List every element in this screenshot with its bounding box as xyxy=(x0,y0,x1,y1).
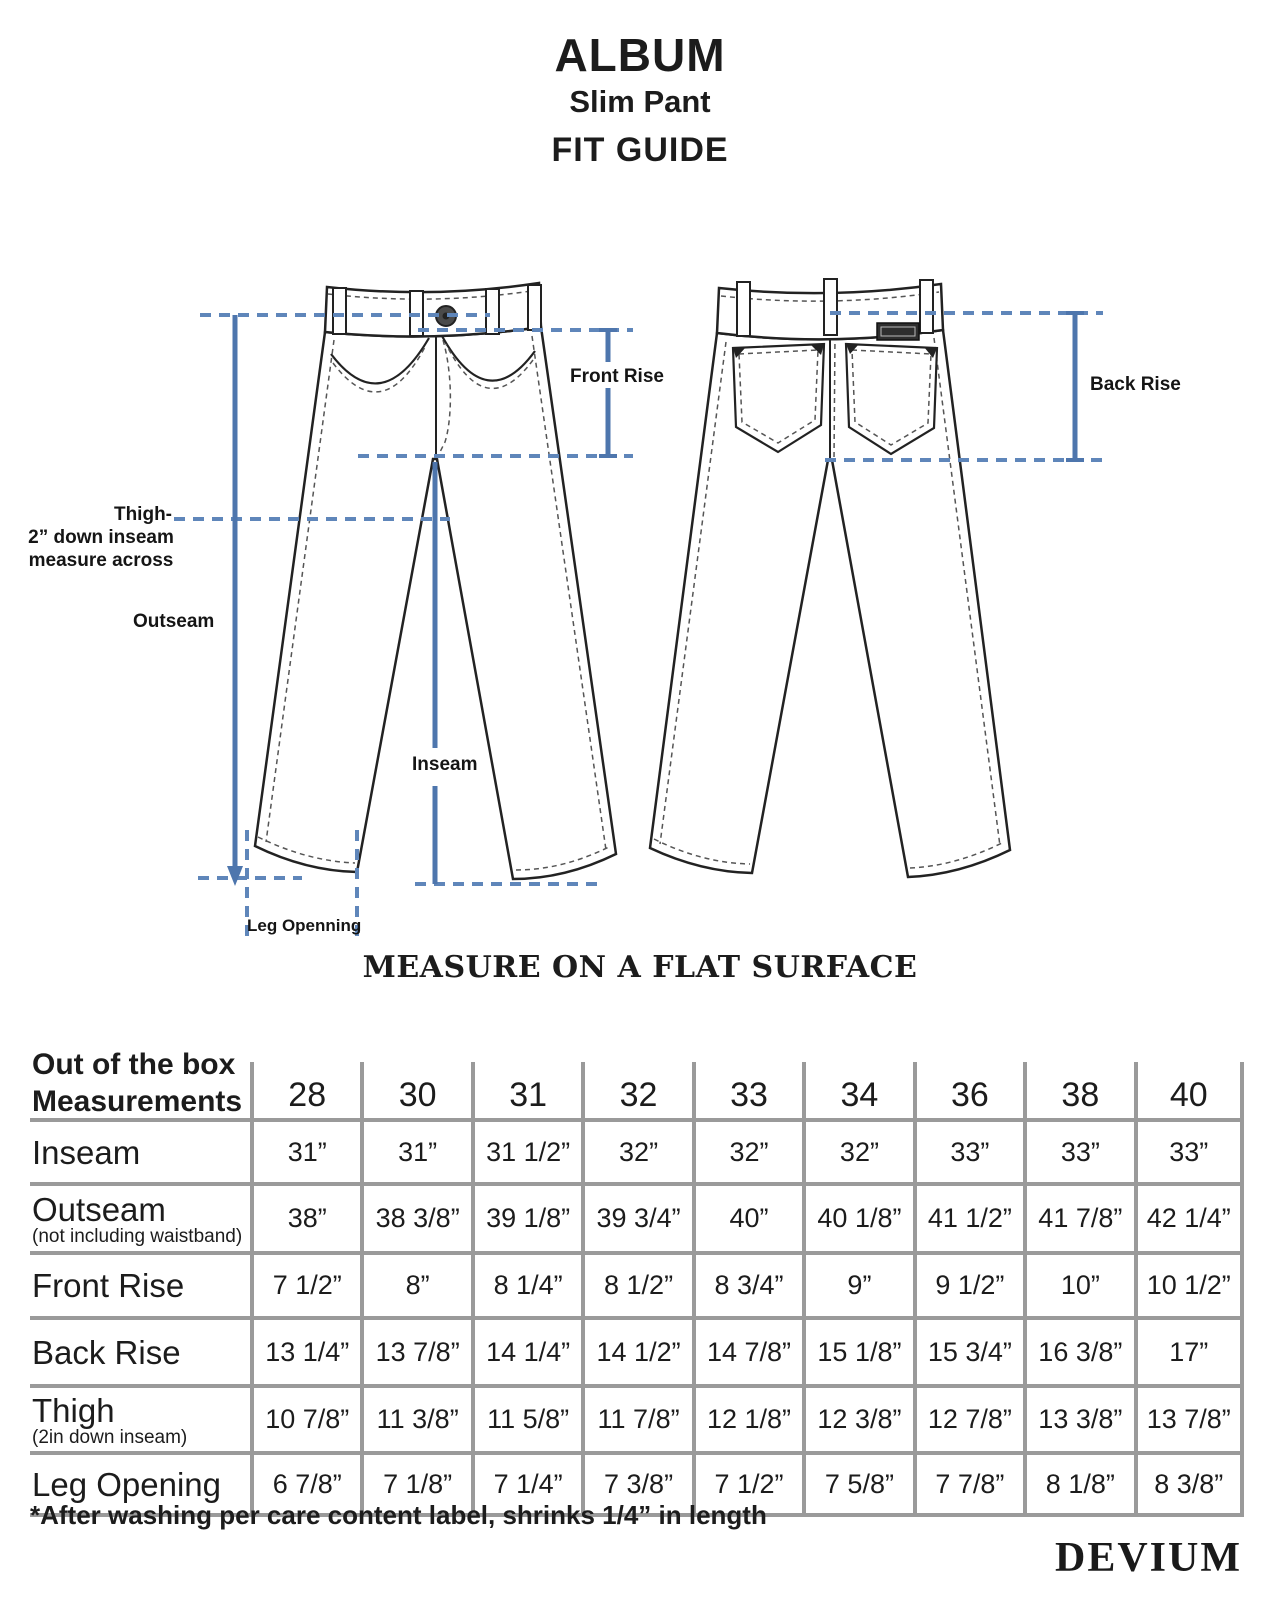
thigh-label-line3: measure across xyxy=(28,550,174,571)
table-cell: 7 3/8” xyxy=(581,1455,691,1513)
table-cell: 11 3/8” xyxy=(360,1388,470,1451)
pants-fit-diagram xyxy=(0,230,1280,952)
row-label: Outseam xyxy=(32,1190,166,1228)
table-cell: 11 7/8” xyxy=(581,1388,691,1451)
table-cell: 14 1/4” xyxy=(471,1320,581,1384)
size-header: 36 xyxy=(913,1062,1023,1118)
table-cell: 8 1/4” xyxy=(471,1255,581,1316)
thigh-annotation xyxy=(28,503,174,572)
table-cell: 40” xyxy=(692,1186,802,1251)
table-row-thigh xyxy=(30,1388,1244,1455)
corner-line2: Measurements xyxy=(32,1085,243,1118)
table-cell: 8 3/4” xyxy=(692,1255,802,1316)
table-cell: 31” xyxy=(250,1122,360,1182)
table-row-outseam xyxy=(30,1186,1244,1255)
table-cell: 7 1/8” xyxy=(360,1455,470,1513)
size-header: 34 xyxy=(802,1062,912,1118)
table-cell: 16 3/8” xyxy=(1023,1320,1133,1384)
table-cell: 10” xyxy=(1023,1255,1133,1316)
table-cell: 7 1/2” xyxy=(692,1455,802,1513)
size-header: 38 xyxy=(1023,1062,1133,1118)
table-cell: 13 1/4” xyxy=(250,1320,360,1384)
table-cell: 39 1/8” xyxy=(471,1186,581,1251)
table-cell: 8 3/8” xyxy=(1134,1455,1244,1513)
size-header: 31 xyxy=(471,1062,581,1118)
brand-patch xyxy=(877,323,919,340)
table-cell: 7 1/4” xyxy=(471,1455,581,1513)
size-header: 40 xyxy=(1134,1062,1244,1118)
table-cell: 12 3/8” xyxy=(802,1388,912,1451)
table-cell: 7 7/8” xyxy=(913,1455,1023,1513)
table-cell: 9” xyxy=(802,1255,912,1316)
table-cell: 41 1/2” xyxy=(913,1186,1023,1251)
row-label: Inseam xyxy=(32,1133,141,1171)
table-cell: 13 7/8” xyxy=(1134,1388,1244,1451)
size-header: 32 xyxy=(581,1062,691,1118)
back-rise-annotation: Back Rise xyxy=(1090,374,1181,395)
table-cell: 40 1/8” xyxy=(802,1186,912,1251)
measure-instruction: MEASURE ON A FLAT SURFACE xyxy=(362,950,918,985)
product-name: Slim Pant xyxy=(569,84,711,119)
table-cell: 6 7/8” xyxy=(250,1455,360,1513)
row-label: Front Rise xyxy=(32,1267,185,1304)
table-cell: 12 7/8” xyxy=(913,1388,1023,1451)
size-header: 28 xyxy=(250,1062,360,1118)
inseam-annotation: Inseam xyxy=(412,754,478,775)
page-title: ALBUM xyxy=(554,29,726,81)
table-cell: 7 1/2” xyxy=(250,1255,360,1316)
table-cell: 33” xyxy=(1134,1122,1244,1182)
table-cell: 32” xyxy=(692,1122,802,1182)
table-cell: 41 7/8” xyxy=(1023,1186,1133,1251)
thigh-label-line1: Thigh- xyxy=(113,504,172,525)
table-cell: 8 1/8” xyxy=(1023,1455,1133,1513)
row-label: Back Rise xyxy=(32,1333,181,1371)
corner-line1: Out of the box xyxy=(32,1048,236,1081)
table-cell: 17” xyxy=(1134,1320,1244,1384)
table-cell: 39 3/4” xyxy=(581,1186,691,1251)
front-rise-annotation: Front Rise xyxy=(570,366,664,387)
fit-guide-subtitle: FIT GUIDE xyxy=(551,131,729,169)
table-cell: 13 7/8” xyxy=(360,1320,470,1384)
table-cell: 42 1/4” xyxy=(1134,1186,1244,1251)
table-cell: 32” xyxy=(802,1122,912,1182)
table-cell: 8 1/2” xyxy=(581,1255,691,1316)
row-label: Leg Opening xyxy=(32,1465,221,1503)
pants-diagram-svg xyxy=(0,230,1280,952)
size-header: 30 xyxy=(360,1062,470,1118)
row-sublabel: (2in down inseam) xyxy=(32,1426,188,1448)
table-cell: 14 1/2” xyxy=(581,1320,691,1384)
table-row-inseam xyxy=(30,1122,1244,1186)
table-cell: 13 3/8” xyxy=(1023,1388,1133,1451)
measurement-table xyxy=(30,1048,1244,1517)
table-cell: 31” xyxy=(360,1122,470,1182)
table-cell: 33” xyxy=(913,1122,1023,1182)
table-cell: 38” xyxy=(250,1186,360,1251)
table-corner xyxy=(30,1048,250,1118)
title-block xyxy=(0,30,1280,168)
shrinkage-footnote: *After washing per care content label, shrinks 1/4” in length xyxy=(30,1500,767,1530)
table-cell: 10 7/8” xyxy=(250,1388,360,1451)
leg-opening-annotation: Leg Openning xyxy=(247,916,362,935)
table-cell: 9 1/2” xyxy=(913,1255,1023,1316)
table-cell: 31 1/2” xyxy=(471,1122,581,1182)
table-cell: 32” xyxy=(581,1122,691,1182)
table-cell: 8” xyxy=(360,1255,470,1316)
outseam-annotation: Outseam xyxy=(133,611,215,632)
table-row-front-rise xyxy=(30,1255,1244,1320)
table-cell: 10 1/2” xyxy=(1134,1255,1244,1316)
table-cell: 7 5/8” xyxy=(802,1455,912,1513)
row-sublabel: (not including waistband) xyxy=(32,1225,243,1247)
back-pant-drawing xyxy=(650,279,1010,877)
table-cell: 38 3/8” xyxy=(360,1186,470,1251)
table-cell: 15 1/8” xyxy=(802,1320,912,1384)
size-header: 33 xyxy=(692,1062,802,1118)
table-cell: 33” xyxy=(1023,1122,1133,1182)
table-cell: 11 5/8” xyxy=(471,1388,581,1451)
thigh-label-line2: 2” down inseam xyxy=(28,527,174,548)
table-cell: 15 3/4” xyxy=(913,1320,1023,1384)
table-header-row xyxy=(30,1048,1244,1122)
table-cell: 12 1/8” xyxy=(692,1388,802,1451)
brand-logo: DEVIUM xyxy=(1055,1535,1242,1581)
row-label: Thigh xyxy=(32,1391,115,1429)
table-row-back-rise xyxy=(30,1320,1244,1388)
table-cell: 14 7/8” xyxy=(692,1320,802,1384)
